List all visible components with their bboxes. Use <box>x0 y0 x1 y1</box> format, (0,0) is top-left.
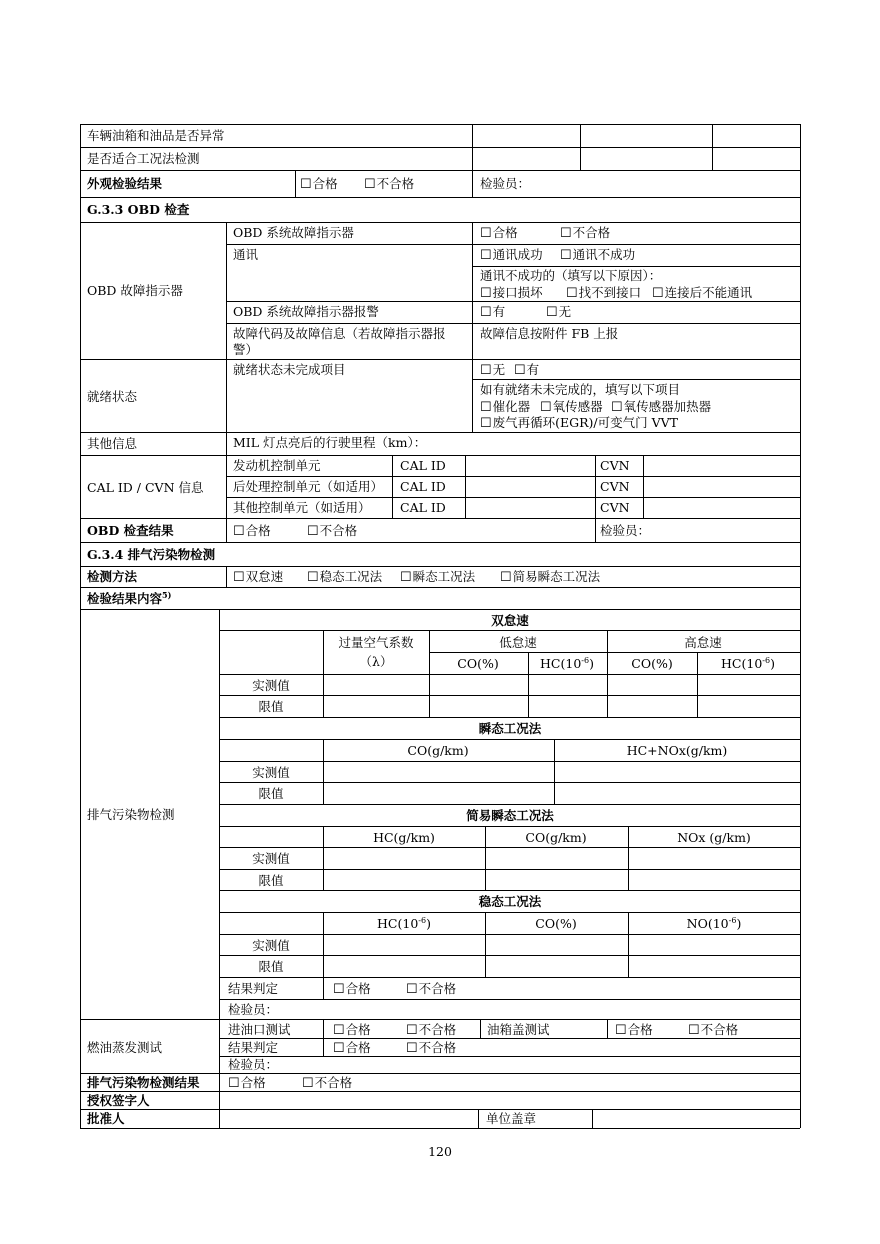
simple-co-header: CO(g/km) <box>525 830 587 845</box>
alarm-no-option[interactable]: ☐无 <box>546 304 572 320</box>
o2-heater-option[interactable]: ☐氧传感器加热器 <box>611 399 712 415</box>
checkbox-icon: ☐ <box>480 286 492 301</box>
filler-pass-option[interactable]: ☐合格 <box>333 1022 371 1038</box>
obd-inspector-label: 检验员： <box>600 523 651 538</box>
checkbox-icon: ☐ <box>480 248 492 263</box>
emission-inspector-label: 检验员： <box>228 1002 279 1017</box>
steady-hc-header: $HC(10^{-6})$ <box>377 915 431 931</box>
other-info-group-label: 其他信息 <box>87 436 138 451</box>
checkbox-icon: ☐ <box>333 982 345 997</box>
result-content-label: 检验结果内容$^{5)}$ <box>87 589 172 606</box>
alarm-yes-option[interactable]: ☐有 <box>480 304 506 320</box>
dual-idle-header: 双怠速 <box>491 613 529 628</box>
appearance-fail-option[interactable]: ☐不合格 <box>364 176 415 192</box>
filler-test-label: 进油口测试 <box>228 1022 291 1037</box>
limit-label: 限值 <box>258 959 284 974</box>
engine-unit-label: 发动机控制单元 <box>233 458 321 473</box>
checkbox-icon: ☐ <box>611 400 623 415</box>
excess-air-label-line1: 过量空气系数 <box>338 635 414 650</box>
test-method-label: 检测方法 <box>87 569 138 584</box>
after-unit-label: 后处理控制单元（如适用） <box>233 479 384 494</box>
appearance-inspector-label: 检验员： <box>480 176 531 191</box>
checkbox-icon: ☐ <box>302 1076 314 1091</box>
method-steady-option[interactable]: ☐稳态工况法 <box>307 569 383 585</box>
cal-id-label: CAL ID <box>400 479 446 494</box>
high-idle-header: 高怠速 <box>684 635 722 650</box>
checkbox-icon: ☐ <box>480 416 492 431</box>
checkbox-icon: ☐ <box>406 982 418 997</box>
cal-id-label: CAL ID <box>400 500 446 515</box>
page-number: 120 <box>428 1144 452 1159</box>
evap-group-label: 燃油蒸发测试 <box>87 1040 163 1055</box>
filler-fail-option[interactable]: ☐不合格 <box>406 1022 457 1038</box>
other-unit-label: 其他控制单元（如适用） <box>233 500 371 515</box>
simple-transient-header: 简易瞬态工况法 <box>466 808 554 823</box>
limit-label: 限值 <box>258 699 284 714</box>
appearance-result-label: 外观检验结果 <box>87 176 163 191</box>
high-co-header: CO(%) <box>631 656 673 671</box>
fault-code-label-line1: 故障代码及故障信息（若故障指示器报 <box>233 326 446 341</box>
obd-alarm-label: OBD 系统故障指示器报警 <box>233 304 379 319</box>
steady-header: 稳态工况法 <box>478 894 542 909</box>
final-fail-option[interactable]: ☐不合格 <box>302 1075 353 1091</box>
checkbox-icon: ☐ <box>333 1041 345 1056</box>
limit-label: 限值 <box>258 873 284 888</box>
indicator-fail-option[interactable]: ☐不合格 <box>560 225 611 241</box>
checkbox-icon: ☐ <box>406 1023 418 1038</box>
comm-success-option[interactable]: ☐通讯成功 <box>480 247 543 263</box>
measured-label: 实测值 <box>252 938 290 953</box>
method-transient-option[interactable]: ☐瞬态工况法 <box>400 569 476 585</box>
method-dual-idle-option[interactable]: ☐双怠速 <box>233 569 284 585</box>
comm-label: 通讯 <box>233 247 259 262</box>
obd-indicator-group-label: OBD 故障指示器 <box>87 283 183 298</box>
fit-for-test-label: 是否适合工况法检测 <box>87 151 200 166</box>
checkbox-icon: ☐ <box>480 226 492 241</box>
steady-no-header: $NO(10^{-6})$ <box>686 915 742 931</box>
obd-indicator-label: OBD 系统故障指示器 <box>233 225 354 240</box>
measured-label: 实测值 <box>252 851 290 866</box>
fault-code-label-line2: 警） <box>233 342 259 357</box>
cvn-label: CVN <box>600 458 630 473</box>
readiness-label: 就绪状态未完成项目 <box>233 362 346 377</box>
cal-id-label: CAL ID <box>400 458 446 473</box>
high-hc-header: $HC(10^{-6})$ <box>721 655 775 671</box>
approver-label: 批准人 <box>87 1111 125 1126</box>
emission-judgement-fail-option[interactable]: ☐不合格 <box>406 981 457 997</box>
cap-test-label: 油箱盖测试 <box>487 1022 550 1037</box>
checkbox-icon: ☐ <box>615 1023 627 1038</box>
catalyst-option[interactable]: ☐催化器 <box>480 399 531 415</box>
measured-label: 实测值 <box>252 765 290 780</box>
checkbox-icon: ☐ <box>480 305 492 320</box>
checkbox-icon: ☐ <box>480 400 492 415</box>
reason-port-not-found-option[interactable]: ☐找不到接口 <box>566 285 642 301</box>
checkbox-icon: ☐ <box>500 570 512 585</box>
appearance-pass-option[interactable]: ☐合格 <box>300 176 338 192</box>
transient-co-header: CO(g/km) <box>407 743 469 758</box>
o2-sensor-option[interactable]: ☐氧传感器 <box>540 399 603 415</box>
low-idle-header: 低怠速 <box>499 635 537 650</box>
checkbox-icon: ☐ <box>546 305 558 320</box>
reason-port-damaged-option[interactable]: ☐接口损坏 <box>480 285 543 301</box>
reason-cannot-comm-option[interactable]: ☐连接后不能通讯 <box>652 285 753 301</box>
checkbox-icon: ☐ <box>364 177 376 192</box>
obd-result-fail-option[interactable]: ☐不合格 <box>307 523 358 539</box>
checkbox-icon: ☐ <box>400 570 412 585</box>
checkbox-icon: ☐ <box>233 524 245 539</box>
cal-cvn-group-label: CAL ID / CVN 信息 <box>87 480 204 495</box>
emission-judgement-pass-option[interactable]: ☐合格 <box>333 981 371 997</box>
cap-pass-option[interactable]: ☐合格 <box>615 1022 653 1038</box>
checkbox-icon: ☐ <box>480 363 492 378</box>
checkbox-icon: ☐ <box>228 1076 240 1091</box>
checkbox-icon: ☐ <box>688 1023 700 1038</box>
cvn-label: CVN <box>600 479 630 494</box>
simple-nox-header: NOx (g/km) <box>677 830 751 845</box>
obd-section-title: G.3.3 OBD 检查 <box>87 202 190 217</box>
steady-co-header: CO(%) <box>535 916 577 931</box>
mil-mileage-label: MIL 灯点亮后的行驶里程（km）： <box>233 435 427 450</box>
checkbox-icon: ☐ <box>333 1023 345 1038</box>
evap-judgement-fail-option[interactable]: ☐不合格 <box>406 1040 457 1056</box>
evap-judgement-label: 结果判定 <box>228 1040 279 1055</box>
cvn-label: CVN <box>600 500 630 515</box>
emission-final-result-label: 排气污染物检测结果 <box>87 1075 200 1090</box>
limit-label: 限值 <box>258 786 284 801</box>
authorized-signer-label: 授权签字人 <box>87 1093 150 1108</box>
measured-label: 实测值 <box>252 678 290 693</box>
transient-hcnox-header: HC+NOx(g/km) <box>626 743 728 758</box>
checkbox-icon: ☐ <box>560 226 572 241</box>
checkbox-icon: ☐ <box>540 400 552 415</box>
comm-fail-option[interactable]: ☐通讯不成功 <box>560 247 636 263</box>
indicator-pass-option[interactable]: ☐合格 <box>480 225 518 241</box>
readiness-note: 如有就绪未未完成的，填写以下项目 <box>480 382 681 397</box>
readiness-yes-option[interactable]: ☐有 <box>514 362 540 378</box>
checkbox-icon: ☐ <box>307 570 319 585</box>
cap-fail-option[interactable]: ☐不合格 <box>688 1022 739 1038</box>
checkbox-icon: ☐ <box>560 248 572 263</box>
obd-result-pass-option[interactable]: ☐合格 <box>233 523 271 539</box>
checkbox-icon: ☐ <box>652 286 664 301</box>
emission-section-title: G.3.4 排气污染物检测 <box>87 547 216 562</box>
method-simple-transient-option[interactable]: ☐简易瞬态工况法 <box>500 569 601 585</box>
unit-seal-label: 单位盖章 <box>486 1111 537 1126</box>
checkbox-icon: ☐ <box>406 1041 418 1056</box>
low-co-header: CO(%) <box>457 656 499 671</box>
checkbox-icon: ☐ <box>514 363 526 378</box>
fault-info-note: 故障信息按附件 FB 上报 <box>480 326 619 341</box>
emission-group-label: 排气污染物检测 <box>87 807 175 822</box>
evap-judgement-pass-option[interactable]: ☐合格 <box>333 1040 371 1056</box>
evap-inspector-label: 检验员： <box>228 1057 279 1072</box>
transient-header: 瞬态工况法 <box>478 721 542 736</box>
readiness-no-option[interactable]: ☐无 <box>480 362 506 378</box>
checkbox-icon: ☐ <box>566 286 578 301</box>
obd-result-label: OBD 检查结果 <box>87 523 174 538</box>
comm-fail-reason-label: 通讯不成功的（填写以下原因）： <box>480 268 662 283</box>
checkbox-icon: ☐ <box>307 524 319 539</box>
egr-vvt-option[interactable]: ☐废气再循环(EGR)/可变气门 VVT <box>480 415 679 431</box>
excess-air-label-line2: （λ） <box>359 654 393 669</box>
final-pass-option[interactable]: ☐合格 <box>228 1075 266 1091</box>
low-hc-header: $HC(10^{-6})$ <box>540 655 594 671</box>
tank-abnormal-label: 车辆油箱和油品是否异常 <box>87 128 225 143</box>
simple-hc-header: HC(g/km) <box>373 830 435 845</box>
emission-judgement-label: 结果判定 <box>228 981 279 996</box>
checkbox-icon: ☐ <box>233 570 245 585</box>
checkbox-icon: ☐ <box>300 177 312 192</box>
readiness-group-label: 就绪状态 <box>87 389 138 404</box>
